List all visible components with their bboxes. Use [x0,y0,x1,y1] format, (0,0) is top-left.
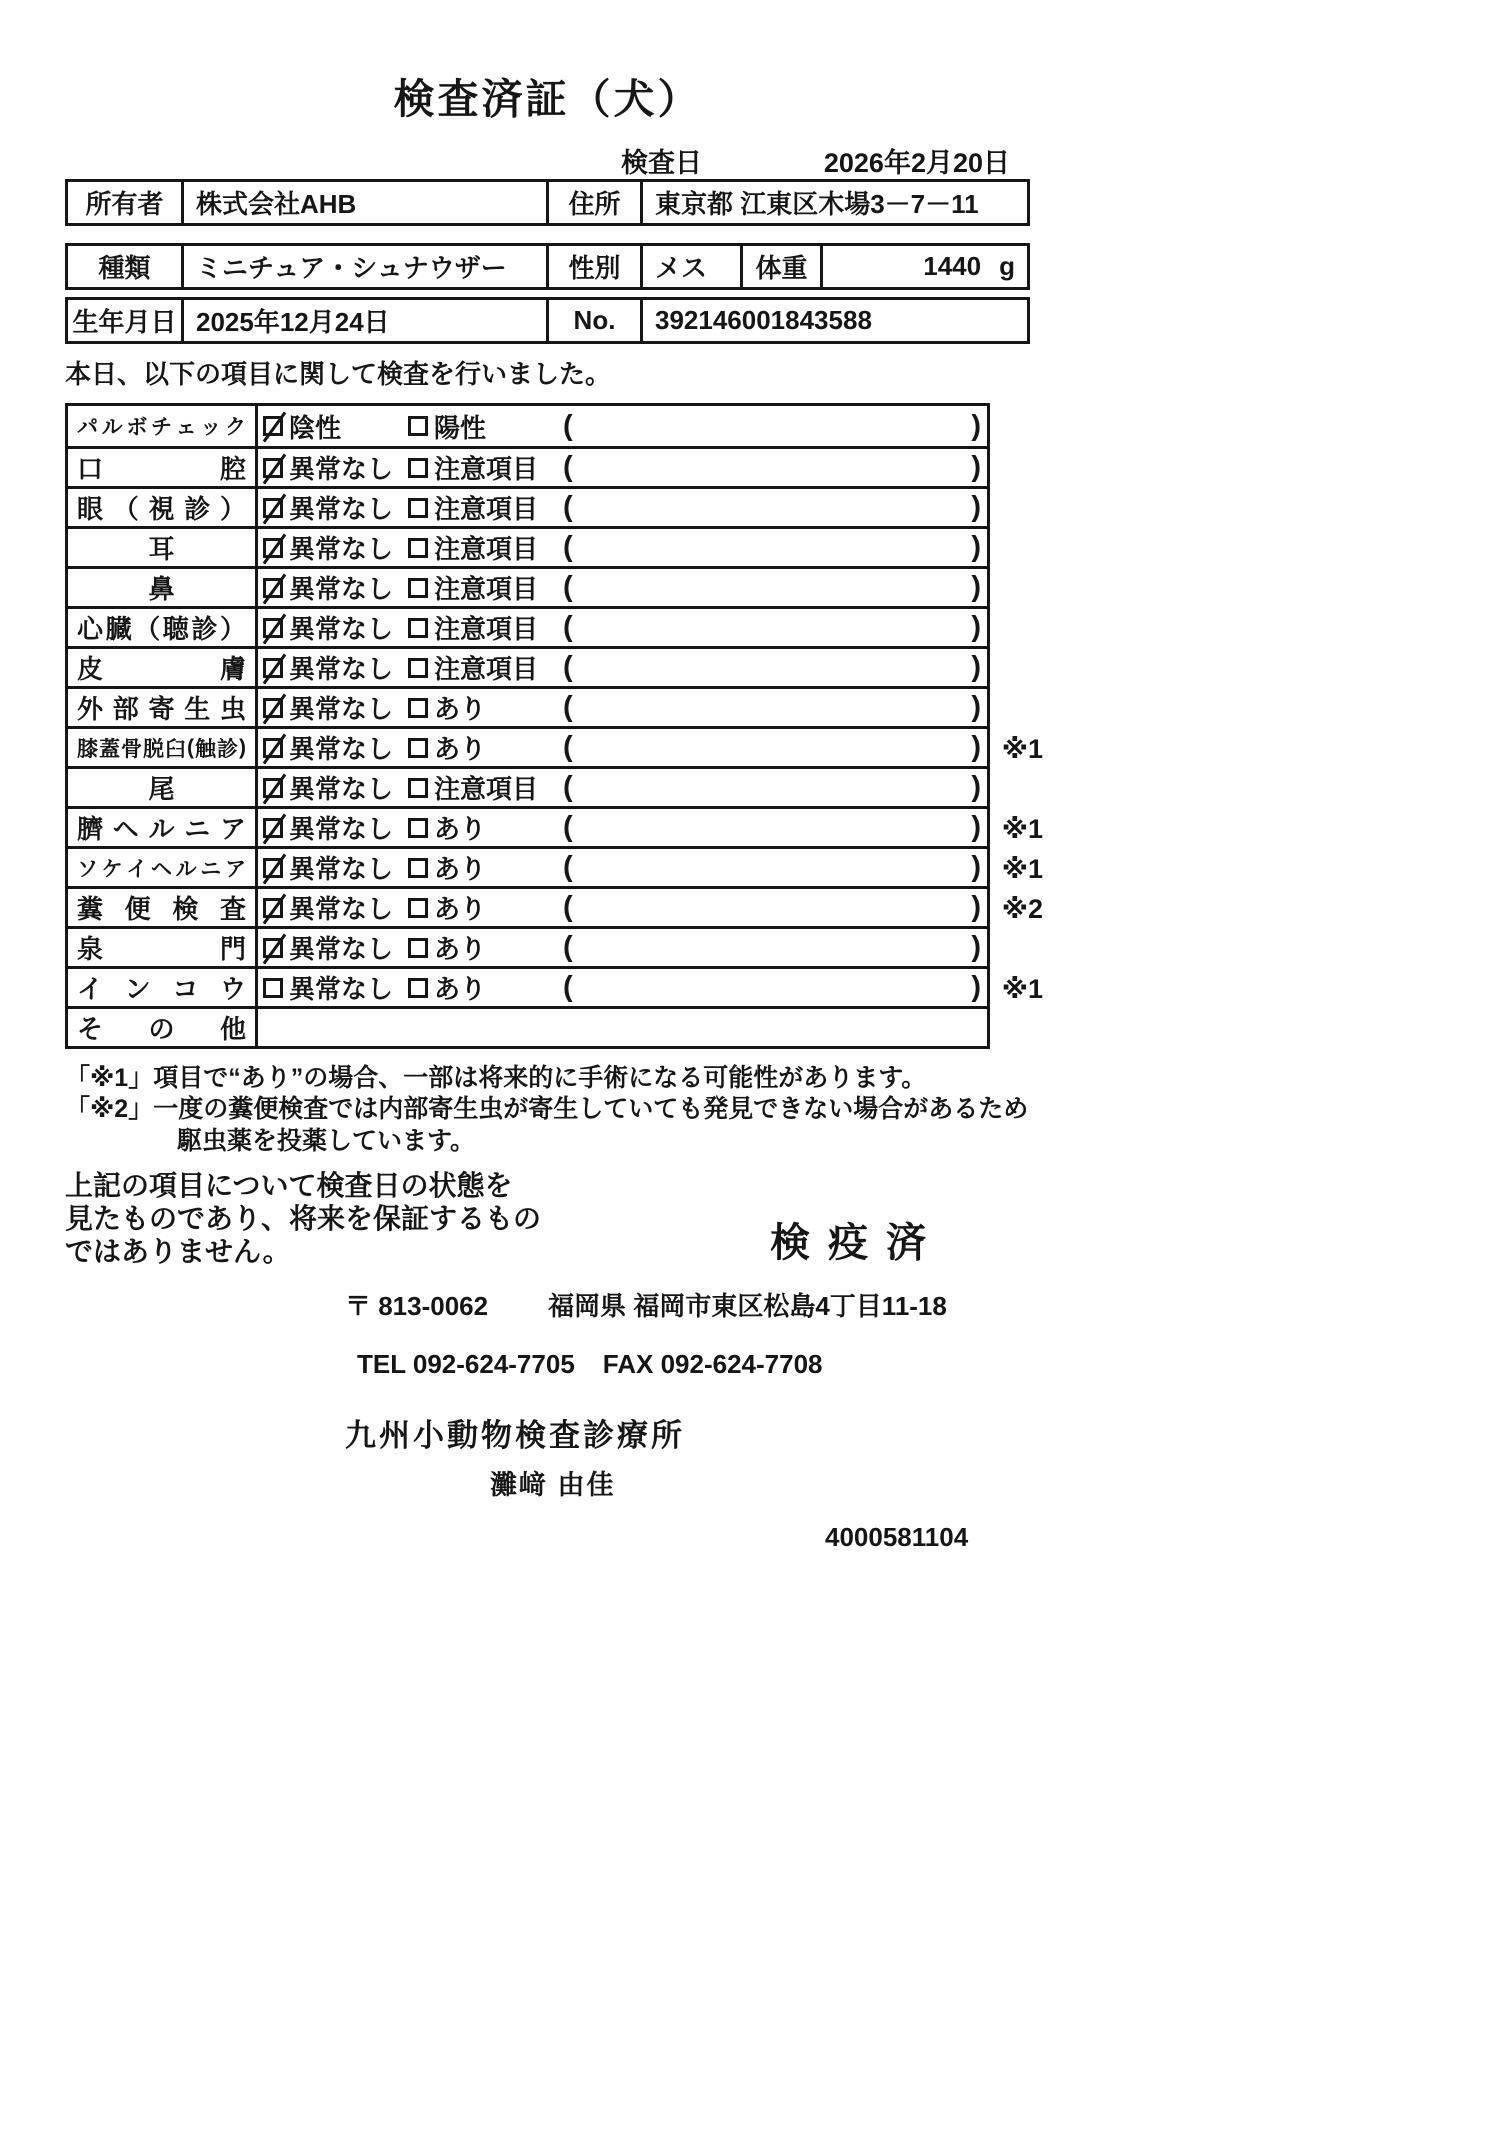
exam-item-label: 臍 ヘ ル ニ ア [68,809,258,846]
checkbox-primary [263,658,283,678]
disclaimer-line-1: 上記の項目について検査日の状態を [65,1169,513,1201]
remarks-field [553,410,987,443]
option-primary-label: 異常なし [289,734,394,764]
remarks-field [553,891,987,924]
clinic-name: 九州小動物検査診療所 [345,1417,685,1453]
remarks-field [553,971,987,1004]
option-primary [263,609,408,646]
option-primary [263,449,408,486]
remarks-field [553,531,987,564]
checkbox-primary [263,578,283,598]
weight-label: 体重 [740,246,820,287]
quarantine-stamp: 検疫済 [770,1220,944,1265]
checkbox-secondary [408,658,428,678]
page-title: 検査済証（犬） [393,76,702,122]
option-secondary [408,489,553,526]
option-primary-label: 異常なし [289,774,394,804]
clinic-address: 福岡県 福岡市東区松島4丁目11-18 [548,1290,947,1321]
remarks-field [553,811,987,844]
option-primary [263,529,408,566]
paren-open-mark: ( [563,931,573,963]
paren-open-mark: ( [563,571,573,603]
owner-table [65,179,1030,226]
paren-close-mark: ) [971,971,981,1003]
checkbox-secondary [408,938,428,958]
checkbox-secondary [408,498,428,518]
footnote-2: 「※2」一度の糞便検査では内部寄生虫が寄生していても発見できない場合があるため [65,1095,1029,1124]
checklist-row [68,486,987,526]
exam-item-label: 鼻 [68,569,258,606]
row-options [258,809,987,846]
option-primary-label: 異常なし [289,614,394,644]
birthdate-label: 生年月日 [72,307,177,337]
remarks-field [553,691,987,724]
checkbox-secondary [408,618,428,638]
option-primary-label: 異常なし [289,534,394,564]
remarks-field [553,731,987,764]
option-secondary [408,529,553,566]
inspection-date-value: 2026年2月20日 [823,148,1010,178]
paren-close-mark: ) [971,771,981,803]
row-options [258,889,987,926]
checklist-row [68,966,1043,1006]
inspection-date-row [65,137,1030,178]
option-secondary [408,769,553,806]
address-value: 東京都 江東区木場3－7－11 [640,182,1027,223]
option-secondary [408,929,553,966]
paren-close-mark: ) [971,451,981,483]
veterinarian-name: 灘﨑 由佳 [490,1469,616,1500]
checkbox-primary [263,898,283,918]
paren-close-mark: ) [971,651,981,683]
exam-item-label: 泉 門 [68,929,258,966]
row-note: ※1 [1001,974,1043,1004]
checkbox-secondary [408,858,428,878]
paren-open-mark: ( [563,451,573,483]
checkbox-secondary [408,818,428,838]
exam-item-label: 口 腔 [68,449,258,486]
option-primary [263,809,408,846]
paren-close-mark: ) [971,531,981,563]
option-secondary-label: 注意項目 [434,534,539,564]
option-primary-label: 異常なし [289,934,394,964]
option-secondary [408,889,553,926]
paren-open-mark: ( [563,531,573,563]
paren-close-mark: ) [971,731,981,763]
option-primary [263,729,408,766]
option-primary [263,489,408,526]
exam-statement: 本日、以下の項目に関して検査を行いました。 [65,359,612,389]
exam-item-label: 皮 膚 [68,649,258,686]
checklist-row [68,846,1043,886]
bottom-section [65,1169,1512,1553]
serial-number: 4000581104 [825,1521,969,1552]
paren-open-mark: ( [563,851,573,883]
remarks-field [553,611,987,644]
option-primary [263,569,408,606]
row-options [258,769,987,806]
remarks-field [553,931,987,964]
footnote-2-continued: 駆虫薬を投薬しています。 [177,1126,476,1155]
exam-item-label: 眼 （ 視 診 ） [68,489,258,526]
option-secondary-label: あり [434,854,487,884]
checkbox-primary [263,858,283,878]
exam-item-label: イ ン コ ウ [68,969,258,1006]
row-options [258,969,987,1006]
option-secondary [408,729,553,766]
option-primary-label: 異常なし [289,454,394,484]
remarks-field [553,771,987,804]
option-primary-label: 陰性 [289,412,342,443]
option-secondary-label: あり [434,974,487,1004]
paren-close-mark: ) [971,611,981,643]
paren-close-mark: ) [971,409,981,442]
checklist-row [68,806,1043,846]
row-options [258,569,987,606]
paren-open-mark: ( [563,771,573,803]
checkbox-secondary [408,538,428,558]
option-secondary-label: 注意項目 [434,774,539,804]
option-secondary-label: あり [434,734,487,764]
option-primary-label: 異常なし [289,814,394,844]
footnotes [65,1063,1512,1157]
option-primary-label: 異常なし [289,694,394,724]
owner-value: 株式会社AHB [181,182,546,223]
exam-item-label: 尾 [68,769,258,806]
exam-item-label: 外 部 寄 生 虫 [68,689,258,726]
checklist-row [68,446,987,486]
option-primary-label: 異常なし [289,654,394,684]
checklist-table [65,403,1043,1049]
row-options [258,406,987,446]
option-primary [263,849,408,886]
checkbox-primary [263,458,283,478]
option-secondary-label: 注意項目 [434,614,539,644]
footnote-1: 「※1」項目で“あり”の場合、一部は将来的に手術になる可能性があります。 [65,1064,927,1092]
row-options [258,649,987,686]
checklist-row [68,406,987,446]
exam-item-label: 耳 [68,529,258,566]
row-options [258,529,987,566]
checklist-row [68,526,987,566]
option-secondary [408,969,553,1006]
option-secondary [408,408,553,445]
row-note: ※2 [1001,894,1043,924]
checklist-row [68,646,987,686]
option-secondary-label: あり [434,894,487,924]
checklist-row [68,1006,987,1046]
option-secondary [408,649,553,686]
option-secondary [408,849,553,886]
checklist-row [68,566,987,606]
checkbox-secondary [408,738,428,758]
checkbox-secondary [408,578,428,598]
checklist-row [68,766,987,806]
breed-label: 種類 [98,253,151,283]
breed-value: ミニチュア・シュナウザー [181,246,546,287]
checkbox-primary [263,778,283,798]
paren-close-mark: ) [971,691,981,723]
option-primary-label: 異常なし [289,494,394,524]
paren-open-mark: ( [563,811,573,843]
option-primary-label: 異常なし [289,854,394,884]
checkbox-primary [263,538,283,558]
checklist-row [68,606,987,646]
option-primary-label: 異常なし [289,574,394,604]
option-primary [263,408,408,445]
checkbox-primary [263,938,283,958]
clinic-fax: FAX 092-624-7708 [602,1348,823,1379]
checkbox-primary [263,818,283,838]
paren-open-mark: ( [563,491,573,523]
option-secondary [408,569,553,606]
option-secondary-label: あり [434,934,487,964]
owner-label: 所有者 [85,189,164,219]
paren-open-mark: ( [563,409,573,442]
checklist-row [68,686,987,726]
weight-value: 1440 [923,251,982,281]
row-options [258,689,987,726]
checkbox-secondary [408,778,428,798]
checkbox-secondary [408,698,428,718]
paren-close-mark: ) [971,851,981,883]
paren-close-mark: ) [971,571,981,603]
paren-open-mark: ( [563,731,573,763]
address-label: 住所 [546,182,640,223]
option-secondary-label: 注意項目 [434,574,539,604]
row-note: ※1 [1001,814,1043,844]
remarks-field [553,491,987,524]
option-secondary [408,809,553,846]
exam-item-label: ソ ケ イ ヘ ル ニ ア [68,849,258,886]
row-note: ※1 [1001,734,1043,764]
option-secondary [408,609,553,646]
option-primary [263,769,408,806]
exam-item-label: パ ル ボ チ ェ ッ ク [68,406,258,446]
birthdate-value: 2025年12月24日 [181,300,546,341]
paren-close-mark: ) [971,491,981,523]
row-options [258,609,987,646]
checkbox-primary [263,618,283,638]
weight-unit: g [999,251,1015,281]
paren-open-mark: ( [563,611,573,643]
remarks-field [553,451,987,484]
option-primary [263,929,408,966]
inspection-date-label: 検査日 [621,148,702,178]
option-primary [263,689,408,726]
row-options [258,729,987,766]
paren-close-mark: ) [971,811,981,843]
exam-item-label: そ の 他 [68,1009,258,1046]
row-options [258,449,987,486]
checkbox-primary [263,738,283,758]
clinic-tel: TEL 092-624-7705 [357,1348,575,1379]
checklist-row [68,726,1043,766]
checklist-row [68,886,1043,926]
checkbox-primary [263,498,283,518]
option-secondary [408,449,553,486]
certificate-no-label: No. [546,300,640,341]
checkbox-secondary [408,416,428,436]
disclaimer-line-3: ではありません。 [65,1235,291,1267]
option-primary-label: 異常なし [289,974,394,1004]
checkbox-secondary [408,458,428,478]
clinic-contact-row [357,1349,1512,1380]
disclaimer-line-2: 見たものであり、将来を保証するもの [65,1202,542,1234]
exam-item-label: 心 臓 （ 聴 診 ） [68,609,258,646]
checklist-row [68,926,987,966]
row-note: ※1 [1001,854,1043,884]
clinic-postal-code: 〒 813-0062 [345,1290,489,1321]
animal-info-table [65,243,1030,290]
option-secondary-label: あり [434,814,487,844]
option-primary [263,649,408,686]
exam-item-label: 膝 蓋 骨 脱 臼 ( 触 診 ) [68,729,258,766]
paren-open-mark: ( [563,651,573,683]
option-primary-label: 異常なし [289,894,394,924]
row-options [258,1009,987,1046]
paren-open-mark: ( [563,691,573,723]
remarks-field [553,571,987,604]
paren-close-mark: ) [971,931,981,963]
paren-open-mark: ( [563,891,573,923]
checkbox-primary [263,416,283,436]
row-options [258,489,987,526]
option-secondary-label: 陽性 [434,412,487,443]
option-secondary [408,689,553,726]
sex-value: メス [640,246,740,287]
row-options [258,849,987,886]
clinic-address-row [345,1286,1512,1323]
paren-open-mark: ( [563,971,573,1003]
remarks-field [553,851,987,884]
checkbox-secondary [408,898,428,918]
option-primary [263,969,408,1006]
option-primary [263,889,408,926]
checkbox-secondary [408,978,428,998]
certificate-no-value: 392146001843588 [640,300,1027,341]
option-secondary-label: 注意項目 [434,494,539,524]
option-secondary-label: 注意項目 [434,454,539,484]
birthdate-table [65,297,1030,344]
option-secondary-label: 注意項目 [434,654,539,684]
checkbox-primary [263,978,283,998]
option-secondary-label: あり [434,694,487,724]
weight-value-cell [820,246,1027,287]
paren-close-mark: ) [971,891,981,923]
sex-label: 性別 [546,246,640,287]
remarks-field [553,651,987,684]
exam-item-label: 糞 便 検 査 [68,889,258,926]
row-options [258,929,987,966]
checkbox-primary [263,698,283,718]
